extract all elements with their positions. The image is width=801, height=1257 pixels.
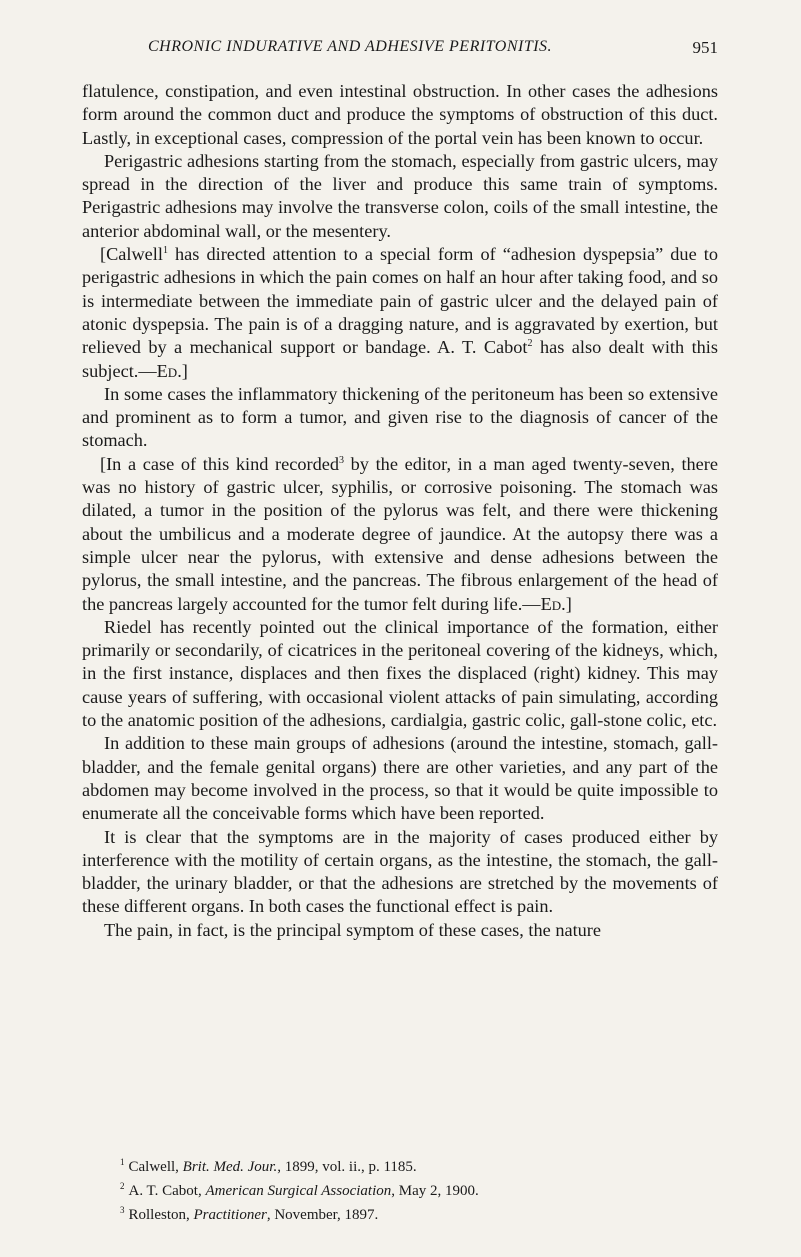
footnote-source: American Surgical Association <box>205 1183 392 1199</box>
paragraph: It is clear that the symptoms are in the majority of cases produced either by interference with the motility of certain organs, as the intestine, the stomach, the gall-bladder, the urinary bladder, or that the adhesions are stretched by the movements of these different organs. In both cases the functional effect is pain. <box>82 826 718 917</box>
editor-mark: Ed. <box>540 593 566 614</box>
body-text <box>82 80 718 942</box>
footnote-detail: , 1899, vol. ii., p. 1185. <box>277 1159 417 1175</box>
paragraph: flatulence, constipation, and even intestinal obstruction. In other cases the adhesions form around the common duct and produce the symptoms of obstruction of this duct. Lastly, in exceptional cases, compression of the portal vein has been known to occur. <box>82 81 718 148</box>
footnote-detail: , November, 1897. <box>266 1207 379 1223</box>
paragraph: In some cases the inflammatory thickening of the peritoneum has been so extensive and prominent as to form a tumor, and given rise to the diagnosis of cancer of the stomach. <box>82 383 718 451</box>
page-number: 951 <box>692 38 718 57</box>
paragraph: Riedel has recently pointed out the clinical importance of the formation, either primarily or secondarily, of cicatrices in the peritoneal covering of the kidneys, which, in the first instance, displaces and then fixes the displaced (right) kidney. This may cause years of suffering, with occasional violent attacks of pain simulating, according to the anatomic position of the adhesions, cardialgia, gastric colic, gall-stone colic, etc. <box>82 616 718 731</box>
paragraph: In addition to these main groups of adhesions (around the intestine, stomach, gall-bladder, and the female genital organs) there are other varieties, and any part of the abdomen may become involved in the process, so that it would be quite impossible to enumerate all the conceivable forms which have been reported. <box>82 733 718 824</box>
footnote <box>120 1177 720 1201</box>
footnote-detail: , May 2, 1900. <box>391 1183 479 1199</box>
footnote-number: 2 <box>120 1181 125 1191</box>
paragraph-text: ] <box>181 360 188 381</box>
paragraph-text: [In a case of this kind recorded <box>100 453 339 474</box>
footnote-ref: 2 <box>527 338 533 350</box>
footnote-source: Practitioner <box>193 1207 267 1223</box>
footnote-number: 1 <box>120 1157 125 1167</box>
footnotes <box>120 1153 720 1225</box>
footnote-ref: 1 <box>162 244 168 256</box>
footnote-source: Brit. Med. Jour. <box>182 1159 278 1175</box>
paragraph-text: has also dealt with this subject.— <box>82 337 718 381</box>
paragraph-text: has directed attention to a special form of “adhesion dyspepsia” due to perigastric adhesions in which the pain comes on half an hour after taking food, and so is intermediate between the immediate pain of gastric ulcer and the delayed pain of atonic dyspepsia. The pain is of a dragging nature, and is aggravated by exertion, but relieved by a mechanical support or bandage. A. T. Cabot <box>82 244 718 358</box>
footnote-number: 3 <box>120 1205 125 1215</box>
editorial-paragraph <box>82 243 718 383</box>
footnote-ref: 3 <box>338 454 344 466</box>
footnote-author: Calwell, <box>128 1159 183 1175</box>
paragraph-text: [Calwell <box>100 244 163 265</box>
editorial-paragraph <box>82 453 718 616</box>
editor-mark: Ed. <box>156 360 182 381</box>
paragraph: The pain, in fact, is the principal symptom of these cases, the nature <box>104 919 601 940</box>
footnote-author: A. T. Cabot, <box>128 1183 206 1199</box>
paragraph: Perigastric adhesions starting from the stomach, especially from gastric ulcers, may spread in the direction of the liver and produce this same train of symptoms. Perigastric adhesions may involve the transverse colon, coils of the small intestine, the anterior abdominal wall, or the mesentery. <box>82 150 718 241</box>
footnote-author: Rolleston, <box>128 1207 194 1223</box>
paragraph-text: ] <box>565 593 572 614</box>
paragraph-text: by the editor, in a man aged twenty-seven, there was no history of gastric ulcer, syphilis, or corrosive poisoning. The stomach was dilated, a tumor in the position of the pylorus was felt, and there were thickening about the umbilicus and a moderate degree of jaundice. At the autopsy there was a simple ulcer near the pylorus, with extensive and dense adhesions between the pylorus, the small intestine, and the pancreas. The fibrous enlargement of the head of the pancreas largely accounted for the tumor felt during life.— <box>82 453 718 614</box>
running-title: CHRONIC INDURATIVE AND ADHESIVE PERITONITIS. <box>148 38 553 55</box>
footnote <box>120 1201 720 1225</box>
running-header <box>138 38 718 62</box>
footnote <box>120 1153 720 1177</box>
